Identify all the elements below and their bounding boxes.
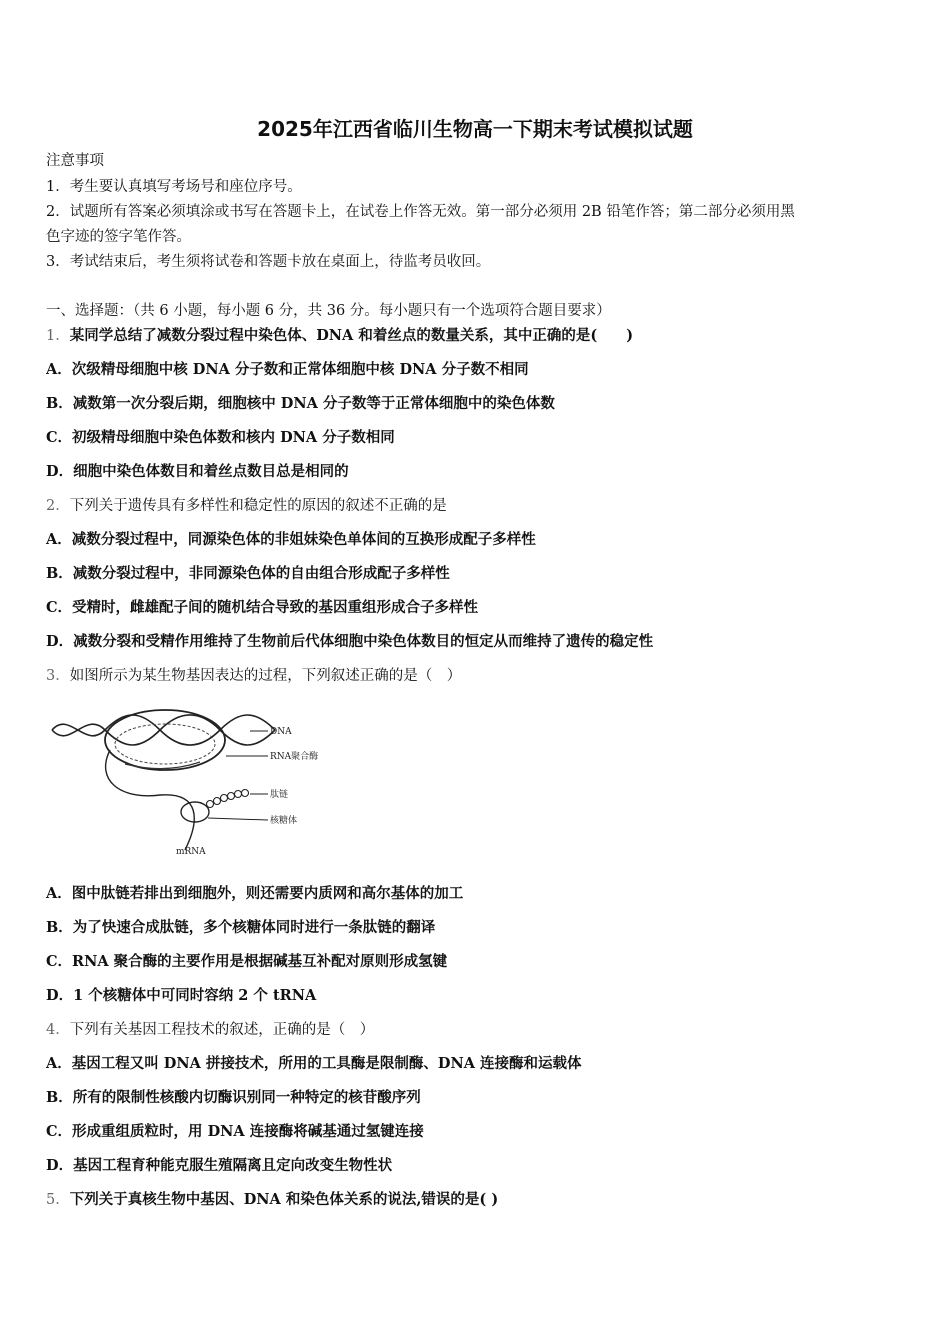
option-c: C．RNA 聚合酶的主要作用是根据碱基互补配对原则形成氢键 bbox=[46, 953, 448, 970]
question-3 bbox=[46, 666, 461, 686]
question-number: 4． bbox=[46, 1022, 70, 1038]
page-title: 2025年江西省临川生物高一下期末考试模拟试题 bbox=[257, 117, 693, 141]
dna-strand-1 bbox=[52, 715, 275, 745]
option-d: D．减数分裂和受精作用维持了生物前后代体细胞中染色体数目的恒定从而维持了遗传的稳定性 bbox=[46, 633, 654, 650]
label-dna: DNA bbox=[270, 727, 292, 737]
option-c: C．受精时，雌雄配子间的随机结合导致的基因重组形成合子多样性 bbox=[46, 599, 479, 616]
option-c: C．初级精母细胞中染色体数和核内 DNA 分子数相同 bbox=[46, 429, 395, 446]
option-d: D．1 个核糖体中可同时容纳 2 个 tRNA bbox=[46, 987, 317, 1004]
option-b: B．为了快速合成肽链，多个核糖体同时进行一条肽链的翻译 bbox=[46, 919, 436, 936]
option-a: A．图中肽链若排出到细胞外，则还需要内质网和高尔基体的加工 bbox=[46, 885, 464, 902]
mrna-strand bbox=[106, 750, 195, 850]
peptide-chain bbox=[207, 790, 249, 808]
question-number: 1． bbox=[46, 328, 70, 344]
question-4 bbox=[46, 1020, 374, 1040]
notice-item: 3．考试结束后，考生须将试卷和答题卡放在桌面上，待监考员收回。 bbox=[46, 254, 491, 270]
question-number: 3． bbox=[46, 668, 70, 684]
option-b: B．减数第一次分裂后期，细胞核中 DNA 分子数等于正常体细胞中的染色体数 bbox=[46, 395, 555, 412]
notice-heading: 注意事项 bbox=[46, 153, 104, 169]
question-2 bbox=[46, 496, 447, 516]
question-stem: 下列关于真核生物中基因、DNA 和染色体关系的说法,错误的是( ) bbox=[69, 1191, 499, 1208]
question-1 bbox=[46, 326, 633, 346]
notice-item: 2．试题所有答案必须填涂或书写在答题卡上，在试卷上作答无效。第一部分必须用 2B 铅笔作答；第二部分必须用黑 bbox=[46, 204, 795, 220]
label-mrna: mRNA bbox=[176, 847, 206, 857]
label-ribosome: 核糖体 bbox=[270, 816, 298, 826]
question-stem: 下列关于遗传具有多样性和稳定性的原因的叙述不正确的是 bbox=[69, 498, 447, 514]
question-5 bbox=[46, 1190, 498, 1210]
question-stem: 下列有关基因工程技术的叙述，正确的是（ ） bbox=[69, 1022, 375, 1038]
label-peptide: 肽链 bbox=[270, 790, 289, 800]
dna-strand-2 bbox=[52, 715, 275, 745]
gene-expression-figure bbox=[50, 700, 340, 860]
option-c: C．形成重组质粒时，用 DNA 连接酶将碱基通过氢键连接 bbox=[46, 1123, 424, 1140]
question-number: 2． bbox=[46, 498, 70, 514]
leader-line bbox=[208, 818, 268, 820]
option-a: A．次级精母细胞中核 DNA 分子数和正常体细胞中核 DNA 分子数不相同 bbox=[46, 361, 529, 378]
label-rna-polymerase: RNA聚合酶 bbox=[270, 752, 319, 762]
option-b: B．减数分裂过程中，非同源染色体的自由组合形成配子多样性 bbox=[46, 565, 450, 582]
option-d: D．细胞中染色体数目和着丝点数目总是相同的 bbox=[46, 463, 349, 480]
notice-item: 1．考生要认真填写考场号和座位序号。 bbox=[46, 179, 302, 195]
notice-item: 色字迹的签字笔作答。 bbox=[46, 229, 191, 245]
section-heading: 一、选择题：（共 6 小题，每小题 6 分，共 36 分。每小题只有一个选项符合题目要求） bbox=[46, 303, 611, 319]
option-d: D．基因工程育种能克服生殖隔离且定向改变生物性状 bbox=[46, 1157, 393, 1174]
question-stem: 如图所示为某生物基因表达的过程，下列叙述正确的是（ ） bbox=[69, 668, 462, 684]
question-number: 5． bbox=[46, 1192, 70, 1208]
question-stem: 某同学总结了减数分裂过程中染色体、DNA 和着丝点的数量关系，其中正确的是( ) bbox=[69, 327, 634, 344]
ribosome bbox=[181, 802, 209, 822]
option-b: B．所有的限制性核酸内切酶识别同一种特定的核苷酸序列 bbox=[46, 1089, 421, 1106]
option-a: A．基因工程又叫 DNA 拼接技术，所用的工具酶是限制酶、DNA 连接酶和运载体 bbox=[46, 1055, 582, 1072]
option-a: A．减数分裂过程中，同源染色体的非姐妹染色单体间的互换形成配子多样性 bbox=[46, 531, 536, 548]
